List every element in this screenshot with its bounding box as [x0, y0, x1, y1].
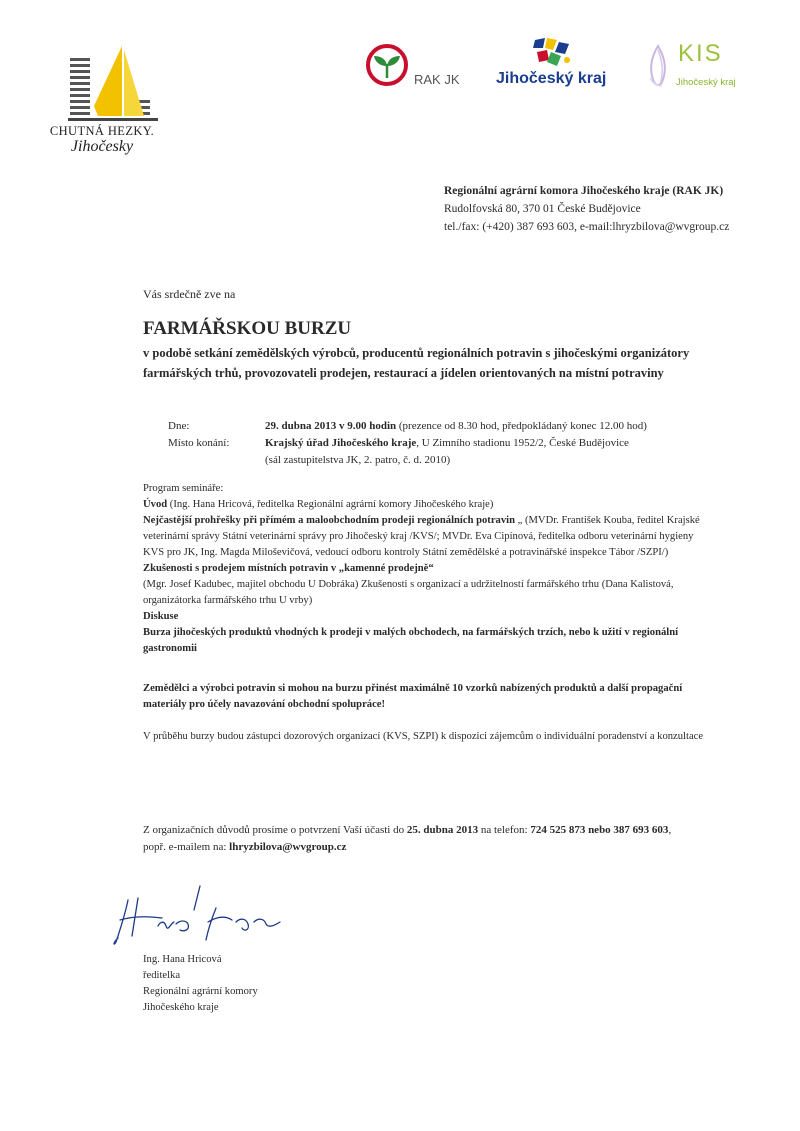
document-subtitle	[143, 343, 763, 383]
rak-jk-logo	[366, 44, 408, 86]
organization-name: Regionální agrární komora Jihočeského kraje (RAK JK)	[444, 185, 724, 197]
event-info	[168, 418, 768, 470]
signer-block	[143, 952, 258, 1016]
document-title: FARMÁŘSKOU BURZU	[143, 318, 352, 339]
place-room: (sál zastupitelstva JK, 2. patro, č. d. 2010)	[265, 454, 451, 466]
date-value	[265, 418, 647, 435]
signer-organization: Regionální agrární komory	[143, 986, 258, 997]
samples-note-cont: materiály pro účely navazování obchodní spolupráce!	[143, 699, 385, 710]
program-item-experience: Zkušenosti s prodejem místních potravin v „kamenné prodejně“	[143, 563, 434, 574]
program-item-exchange: Burza jihočeských produktů vhodných k prodeji v malých obchodech, na farmářských trzích, nebo k užití v regionální	[143, 627, 679, 638]
program-item-intro	[143, 497, 743, 513]
signer-name: Ing. Hana Hricová	[143, 954, 222, 965]
program-item-title: Úvod	[143, 499, 168, 510]
jihocesky-kraj-label: Jihočeský kraj	[496, 70, 607, 87]
advice-note: V průběhu burzy budou zástupci dozorových organizací (KVS, SZPI) k dispozici zájemcům o individuální poradenství a konzultace	[143, 731, 704, 742]
handwritten-signature	[108, 880, 308, 950]
program-item-detail-line: (Mgr. Josef Kadubec, majitel obchodu U Dobráka) Zkušenosti s organizací a udržitelností farmářského trhu (Dana Kalistová,	[143, 579, 674, 590]
place-label: Místo konání:	[168, 437, 230, 449]
subtitle-line: farmářských trhů, provozovateli prodejen, restaurací a jídelen orientovaných na místní potraviny	[143, 366, 664, 380]
rsvp-email: lhryzbilova@wvgroup.cz	[229, 841, 347, 853]
signer-role: ředitelka	[143, 970, 181, 981]
rsvp-section	[143, 822, 743, 856]
place-main: Krajský úřad Jihočeského kraje	[265, 437, 417, 449]
kis-label: KIS	[678, 40, 723, 67]
date-detail: (prezence od 8.30 hod, předpokládaný konec 12.00 hod)	[396, 420, 647, 432]
program-heading: Program semináře:	[143, 483, 224, 494]
rsvp-phones: 724 525 873 nebo 387 693 603	[530, 824, 669, 836]
program-item-title: Nejčastější prohřešky při přímém a maloobchodním prodeji regionálních potravin	[143, 515, 515, 526]
rak-jk-label: RAK JK	[414, 72, 460, 87]
organization-address	[444, 182, 729, 236]
organization-street: Rudolfovská 80, 370 01 České Budějovice	[444, 203, 641, 215]
place-value	[265, 435, 629, 452]
signer-organization-cont: Jihočeského kraje	[143, 1002, 219, 1013]
date-main: 29. dubna 2013 v 9.00 hodin	[265, 420, 397, 432]
kis-sublabel: Jihočeský kraj	[676, 77, 736, 88]
rsvp-line	[143, 822, 743, 839]
brand-region: Jihočesky	[70, 138, 134, 155]
brand-slogan: CHUTNÁ HEZKY.	[49, 124, 155, 138]
program-item-detail-line: KVS pro JK, Ing. Magda Miloševičová, vedoucí odboru kontroly Státní zemědělské a potravinářské inspekce Tábor /SZPI/)	[143, 547, 669, 558]
organization-contact: tel./fax: (+420) 387 693 603, e-mail:lhryzbilova@wvgroup.cz	[444, 221, 730, 233]
rsvp-text: Z organizačních důvodů prosíme o potvrzení Vaší účasti do	[143, 824, 407, 836]
program-item-detail: (Ing. Hana Hricová, ředitelka Regionální agrární komory Jihočeského kraje)	[167, 499, 494, 510]
program-item-violations	[143, 513, 743, 529]
rsvp-text: popř. e-mailem na:	[143, 841, 230, 853]
program-item-discussion: Diskuse	[143, 611, 179, 622]
rsvp-text: na telefon:	[478, 824, 531, 836]
program-item-detail-line: organizátorka farmářského trhu U vrby)	[143, 595, 313, 606]
program-item-exchange-cont: gastronomii	[143, 643, 197, 654]
place-detail: , U Zimního stadionu 1952/2, České Budějovice	[416, 437, 629, 449]
program-section	[143, 481, 743, 745]
program-item-detail: „ (MVDr. František Kouba, ředitel Krajské	[514, 515, 700, 526]
jihocesky-kraj-logo	[527, 36, 575, 72]
rsvp-email-line	[143, 839, 743, 856]
rsvp-text: ,	[668, 824, 672, 836]
samples-note: Zemědělci a výrobci potravin si mohou na burzu přinést maximálně 10 vzorků nabízených produktů a další propagační	[143, 683, 683, 694]
kis-logo	[640, 42, 676, 90]
rsvp-deadline: 25. dubna 2013	[406, 824, 479, 836]
invitation-intro: Vás srdečně zve na	[143, 287, 236, 301]
date-label: Dne:	[168, 420, 190, 432]
program-item-detail-line: veterinární správy Státní veterinární správy pro Jihočeský kraj /KVS/; MVDr. Eva Cipínová, ředitelka odboru veterinární hygieny	[143, 531, 694, 542]
subtitle-line: v podobě setkání zemědělských výrobců, producentů regionálních potravin s jihočeskými organizátory	[143, 346, 690, 360]
